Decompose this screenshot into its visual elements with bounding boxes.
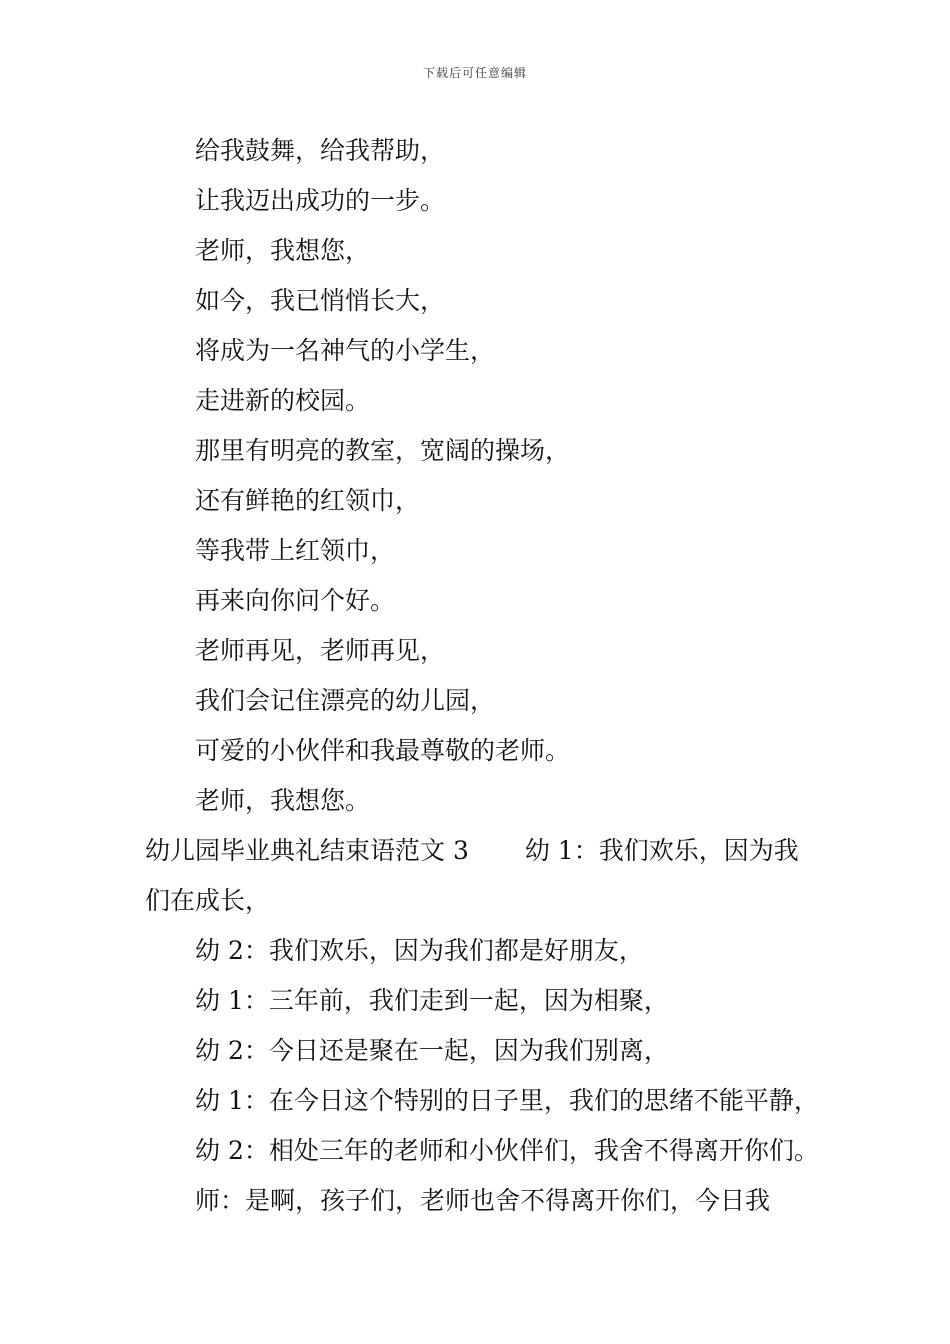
dialogue-line: 幼 2：今日还是聚在一起，因为我们别离， (195, 1036, 669, 1065)
poem-line: 等我带上红领巾， (195, 536, 396, 565)
poem-line: 老师再见，老师再见， (195, 636, 446, 665)
poem-line: 再来向你问个好。 (195, 586, 396, 615)
dialogue-first-line: 幼 1：我们欢乐，因为我 (524, 836, 799, 865)
dialogue-line: 师：是啊，孩子们，老师也舍不得离开你们，今日我 (195, 1186, 771, 1215)
page-header: 下载后可任意编辑 (422, 66, 527, 80)
poem-line: 那里有明亮的教室，宽阔的操场， (195, 436, 571, 465)
dialogue-continuation: 们在成长， (145, 886, 271, 915)
poem-line: 让我迈出成功的一步。 (195, 186, 446, 215)
poem-line: 走进新的校园。 (195, 386, 371, 415)
poem-line: 老师，我想您， (195, 236, 371, 265)
dialogue-line: 幼 2：我们欢乐，因为我们都是好朋友， (195, 936, 644, 965)
dialogue-line: 幼 1：在今日这个特别的日子里，我们的思绪不能平静， (195, 1086, 819, 1115)
poem-line: 将成为一名神气的小学生， (195, 336, 496, 365)
dialogue-line: 幼 1：三年前，我们走到一起，因为相聚， (195, 986, 669, 1015)
poem-line: 给我鼓舞，给我帮助， (195, 136, 446, 165)
section-heading-line (145, 826, 799, 876)
dialogue-line: 幼 2：相处三年的老师和小伙伴们，我舍不得离开你们。 (195, 1136, 819, 1165)
section-title: 幼儿园毕业典礼结束语范文 3 (145, 836, 469, 865)
poem-line: 可爱的小伙伴和我最尊敬的老师。 (195, 736, 571, 765)
poem-line: 我们会记住漂亮的幼儿园， (195, 686, 496, 715)
poem-line: 老师，我想您。 (195, 786, 371, 815)
poem-line: 还有鲜艳的红领巾， (195, 486, 421, 515)
poem-line: 如今，我已悄悄长大， (195, 286, 446, 315)
